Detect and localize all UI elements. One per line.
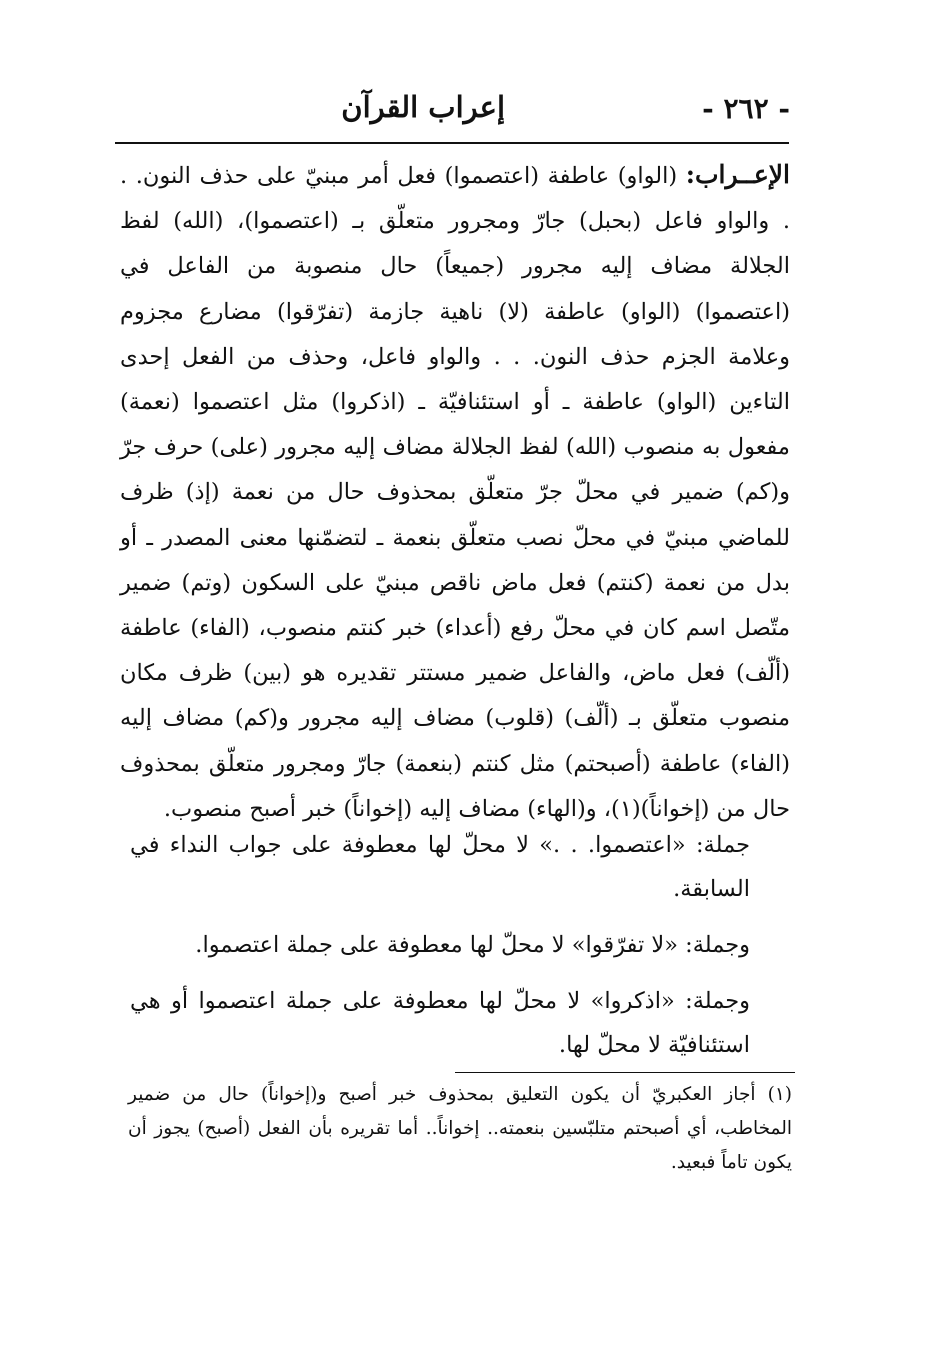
sentence-analysis: [130, 823, 790, 1079]
irab-paragraph: [120, 152, 790, 832]
sentence-note-2: وجملة: «لا تفرّقوا» لا محلّ لها معطوفة على جملة اعتصموا.: [195, 932, 750, 958]
irab-text: (الواو) عاطفة (اعتصموا) فعل أمر مبنيّ على حذف النون. . . والواو فاعل (بحبل) جارّ ومجرور متعلّق بـ (اعتصموا)، (الله) لفظ الجلالة مضاف إليه مجرور (جميعاً) حال منصوبة من الفاعل في (اعتصموا) (الواو) عاطفة (لا) ناهية جازمة (تفرّقوا) مضارع مجزوم وعلامة الجزم حذف النون. . . والواو فاعل، وحذف من الفعل إحدى التاءين (الواو) عاطفة ـ أو استئنافيّة ـ (اذكروا) مثل اعتصموا (نعمة) مفعول به منصوب (الله) لفظ الجلالة مضاف إليه مجرور (على) حرف جرّ و(كم) ضمير في محلّ جرّ متعلّق بمحذوف حال من نعمة (إذ) ظرف للماضي مبنيّ في محلّ نصب متعلّق بنعمة ـ لتضمّنها معنى المصدر ـ أو بدل من نعمة (كنتم) فعل ماض ناقص مبنيّ على السكون (وتم) ضمير متّصل اسم كان في محلّ رفع (أعداء) خبر كنتم منصوب، (الفاء) عاطفة (ألّف) فعل ماض، والفاعل ضمير مستتر تقديره هو (بين) ظرف مكان منصوب متعلّق بـ (ألّف) (قلوب) مضاف إليه مجرور و(كم) مضاف إليه (الفاء) عاطفة (أصبحتم) مثل كنتم (بنعمة) جارّ ومجرور متعلّق بمحذوف حال من (إخواناً)(١)، و(الهاء) مضاف إليه (إخواناً) خبر أصبح منصوب.: [120, 163, 790, 822]
page-header: [118, 88, 790, 128]
sentence-note-1: جملة: «اعتصموا. . .» لا محلّ لها معطوفة على جواب النداء في السابقة.: [130, 832, 750, 902]
header-divider: [115, 142, 789, 144]
irab-heading: الإعــراب:: [685, 160, 791, 189]
footnote-divider: [455, 1072, 795, 1073]
sentence-note-3: وجملة: «اذكروا» لا محلّ لها معطوفة على جملة اعتصموا أو هي استئنافيّة لا محلّ لها.: [130, 988, 750, 1058]
footnote: [128, 1078, 792, 1180]
irab-section: [120, 152, 790, 832]
footnote-text: (١) أجاز العكبريّ أن يكون التعليق بمحذوف خبر أصبح و(إخواناً) حال من ضمير المخاطب، أي أصبحتم متلبّسين بنعمته.. إخواناً.. أما تقريره بأن الفعل (أصبح) يجوز أن يكون تاماً فبعيد.: [128, 1084, 792, 1173]
page-number: - ٢٦٢ -: [702, 92, 790, 125]
book-title: إعراب القرآن: [341, 90, 505, 124]
